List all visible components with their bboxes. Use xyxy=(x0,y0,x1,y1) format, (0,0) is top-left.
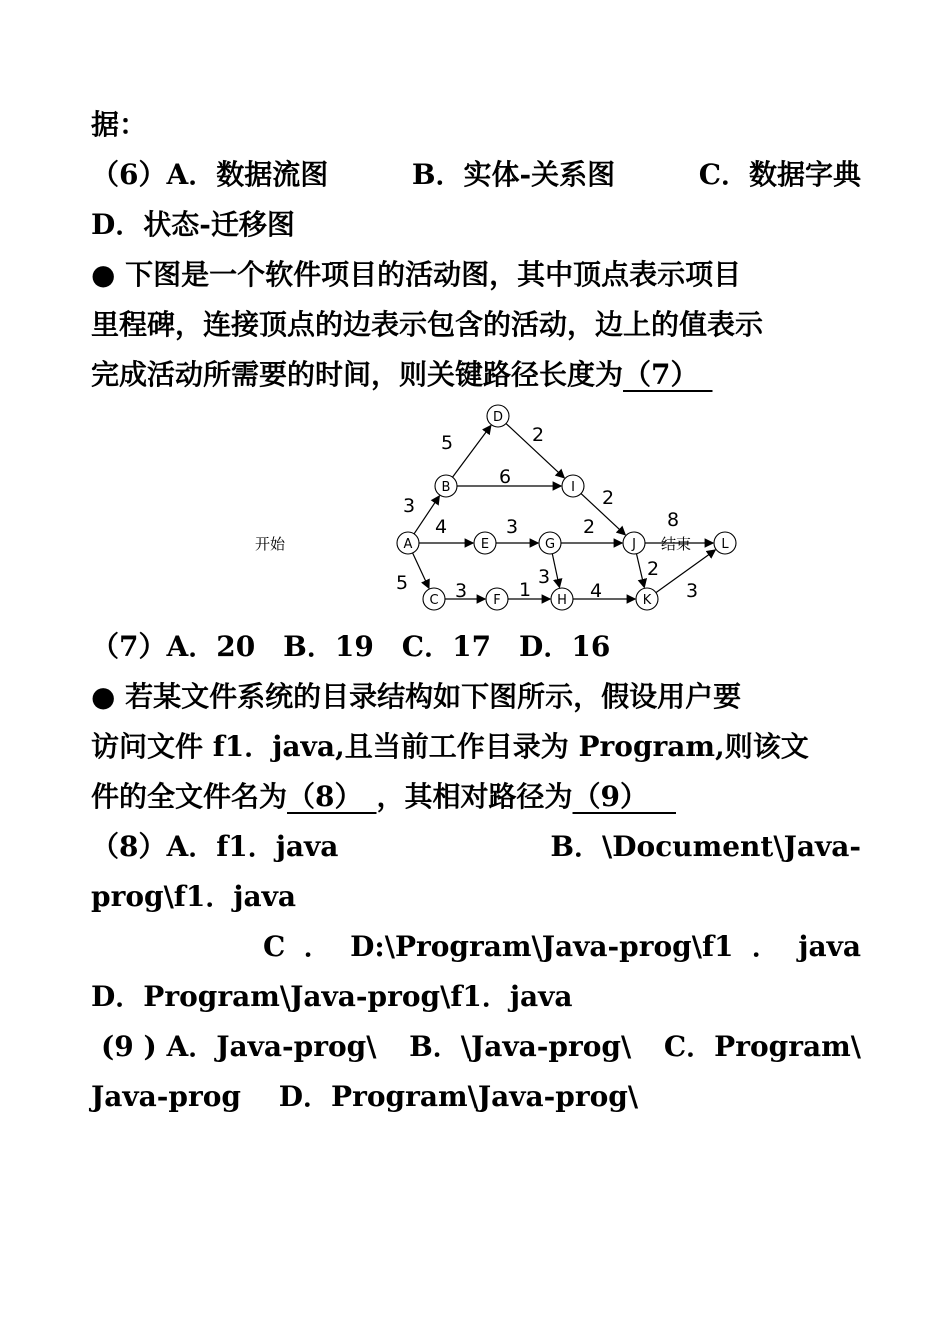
edge-weight-A-E: 4 xyxy=(434,516,448,538)
q9-options-line2: Java-prog D．Program\Java-prog\ xyxy=(91,1080,639,1113)
start-label: 开始 xyxy=(255,535,286,553)
node-label-E: E xyxy=(480,537,490,552)
q7-stem-text: 完成活动所需要的时间，则关键路径长度为 xyxy=(91,358,624,391)
q6-options-line xyxy=(91,150,861,200)
q7-options: （7）A．20 B．19 C．17 D．16 xyxy=(91,630,611,663)
q8-option-a: （8）A．f1．java xyxy=(91,830,339,863)
node-label-L: L xyxy=(721,537,729,552)
node-label-A: A xyxy=(403,537,413,552)
edge-weight-B-I: 6 xyxy=(498,466,512,488)
q8-answer-blank: （8） xyxy=(287,780,363,813)
edge-weight-B-D: 5 xyxy=(440,432,454,454)
q8-option-c-ext: java xyxy=(798,930,861,963)
edge-weight-J-L: 8 xyxy=(666,509,680,531)
q9-option-c: C．Program\ xyxy=(663,1030,861,1063)
q8-option-c-letter: C xyxy=(263,930,286,963)
end-label: 结束 xyxy=(661,535,692,553)
q8-option-d: D．Program\Java-prog\f1．java xyxy=(91,980,573,1013)
q7-answer-blank: （7） xyxy=(623,358,699,391)
q8-option-c-dot: ． xyxy=(303,930,332,963)
q8-stem-text-2: ，其相对路径为 xyxy=(376,780,573,813)
q8-stem-line1: ● 若某文件系统的目录结构如下图所示，假设用户要 xyxy=(91,680,742,713)
q9-option-a: (9 ) A．Java-prog\ xyxy=(101,1030,377,1063)
q6-option-d: D．状态-迁移图 xyxy=(91,208,295,241)
q6-option-a: （6）A．数据流图 xyxy=(91,158,329,191)
edge-weight-G-H: 3 xyxy=(537,566,551,588)
q8-stem-line3 xyxy=(91,772,861,822)
edge-J-K xyxy=(636,554,644,588)
node-label-C: C xyxy=(429,593,439,608)
q8-option-b-cont: prog\f1．java xyxy=(91,880,297,913)
q6-option-b: B．实体-关系图 xyxy=(411,158,616,191)
q8-option-c xyxy=(91,922,861,972)
edge-weight-A-C: 5 xyxy=(395,572,409,594)
node-label-J: J xyxy=(632,537,636,552)
node-label-D: D xyxy=(492,410,504,425)
edge-weight-K-L: 3 xyxy=(685,580,699,602)
edge-weight-G-J: 2 xyxy=(582,516,596,538)
q8-option-b: B．\Document\Java- xyxy=(550,830,861,863)
q9-answer-blank: （9） xyxy=(572,780,648,813)
node-label-I: I xyxy=(571,480,575,495)
edge-weight-A-B: 3 xyxy=(402,495,416,517)
document-page xyxy=(91,100,861,1122)
node-label-G: G xyxy=(544,537,556,552)
node-label-F: F xyxy=(493,593,501,608)
edge-weight-E-G: 3 xyxy=(505,516,519,538)
q6-continuation: 据： xyxy=(91,108,148,141)
node-label-B: B xyxy=(441,480,451,495)
edge-A-C xyxy=(413,553,429,588)
edge-G-H xyxy=(552,554,559,588)
edge-weight-J-K: 2 xyxy=(646,558,660,580)
q8-stem-text: 件的全文件名为 xyxy=(91,780,288,813)
q8-option-c-dot2: ． xyxy=(751,930,780,963)
activity-graph xyxy=(91,402,861,622)
edge-weight-I-J: 2 xyxy=(601,487,615,509)
q9-options-line1 xyxy=(91,1022,861,1072)
edge-weight-H-K: 4 xyxy=(589,580,603,602)
q7-stem-line1: ● 下图是一个软件项目的活动图，其中顶点表示项目 xyxy=(91,258,742,291)
q8-stem-line2: 访问文件 f1．java,且当前工作目录为 Program,则该文 xyxy=(91,730,809,763)
activity-graph-svg xyxy=(241,402,729,622)
edge-B-D xyxy=(453,426,491,478)
q7-stem-line3 xyxy=(91,350,861,400)
node-label-K: K xyxy=(642,593,652,608)
q7-stem-line2: 里程碑，连接顶点的边表示包含的活动，边上的值表示 xyxy=(91,308,764,341)
q9-option-b: B．\Java-prog\ xyxy=(409,1030,632,1063)
edge-weight-D-I: 2 xyxy=(531,424,545,446)
q8-options-line1 xyxy=(91,822,861,872)
edge-weight-C-F: 3 xyxy=(454,580,468,602)
edge-weight-F-H: 1 xyxy=(518,579,532,601)
q6-option-c: C．数据字典 xyxy=(698,158,861,191)
q8-option-c-path: D:\Program\Java-prog\f1 xyxy=(350,930,734,963)
node-label-H: H xyxy=(557,593,567,608)
